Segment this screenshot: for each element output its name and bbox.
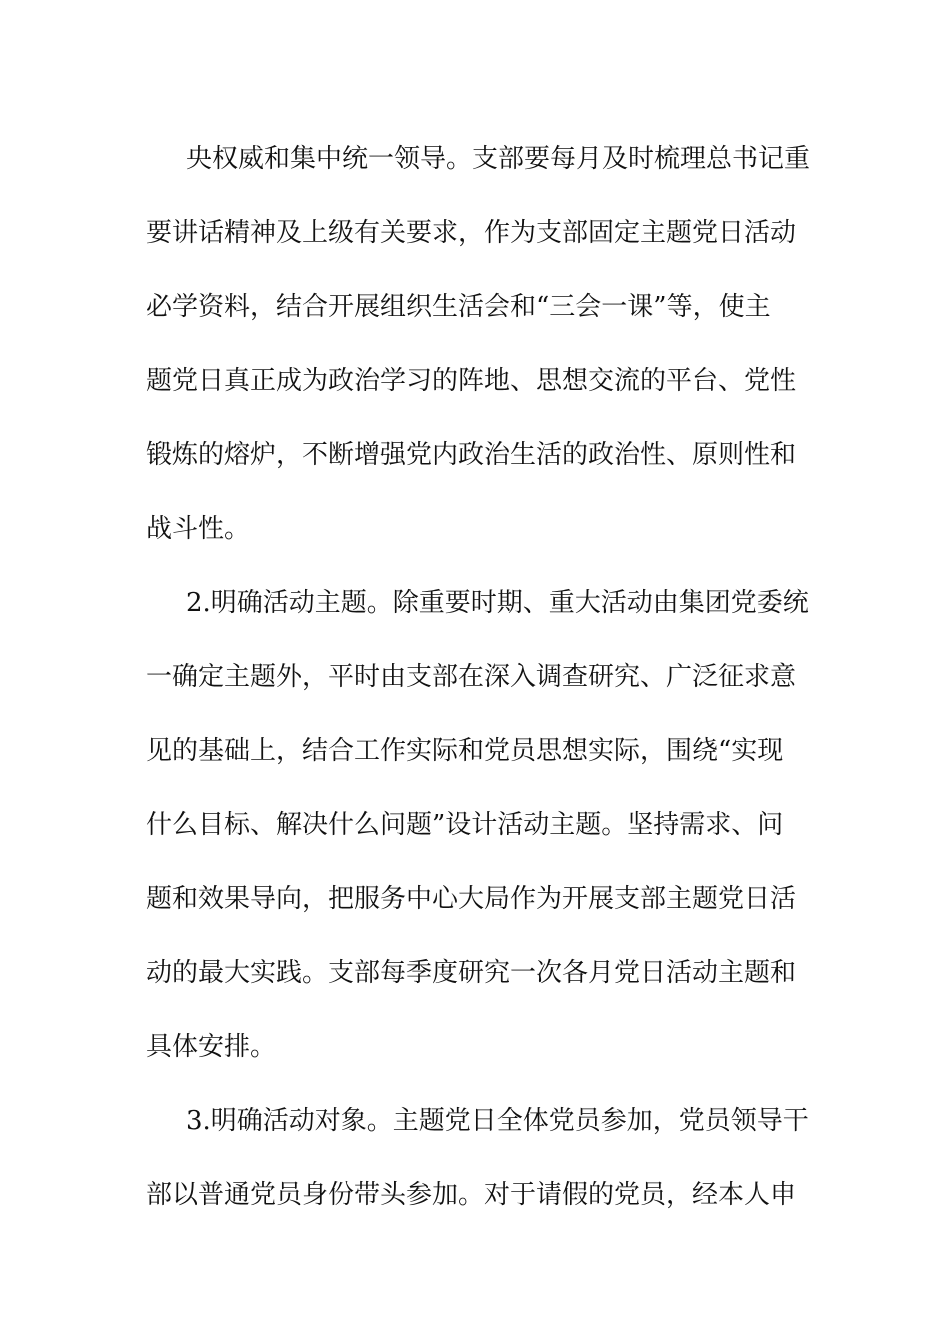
text-line: 题党日真正成为政治学习的阵地、思想交流的平台、党性 (146, 366, 797, 396)
text-line: 部以普通党员身份带头参加。对于请假的党员，经本人申 (146, 1180, 797, 1210)
text-line: 一确定主题外，平时由支部在深入调查研究、广泛征求意 (146, 662, 797, 692)
text-line: 动的最大实践。支部每季度研究一次各月党日活动主题和 (146, 958, 797, 988)
text-line: 什么目标、解决什么问题”设计活动主题。坚持需求、问 (146, 810, 784, 840)
text-line: 具体安排。 (146, 1032, 277, 1062)
text-line: 见的基础上，结合工作实际和党员思想实际，围绕“实现 (146, 736, 784, 766)
text-line: 2.明确活动主题。除重要时期、重大活动由集团党委统 (186, 588, 809, 618)
text-line: 题和效果导向，把服务中心大局作为开展支部主题党日活 (146, 884, 797, 914)
text-line: 必学资料，结合开展组织生活会和“三会一课”等，使主 (146, 292, 771, 322)
text-line: 战斗性。 (146, 514, 251, 544)
text-line: 3.明确活动对象。主题党日全体党员参加，党员领导干 (186, 1106, 809, 1136)
text-line: 央权威和集中统一领导。支部要每月及时梳理总书记重 (186, 144, 811, 174)
text-line: 锻炼的熔炉，不断增强党内政治生活的政治性、原则性和 (146, 440, 797, 470)
text-line: 要讲话精神及上级有关要求，作为支部固定主题党日活动 (146, 218, 797, 248)
